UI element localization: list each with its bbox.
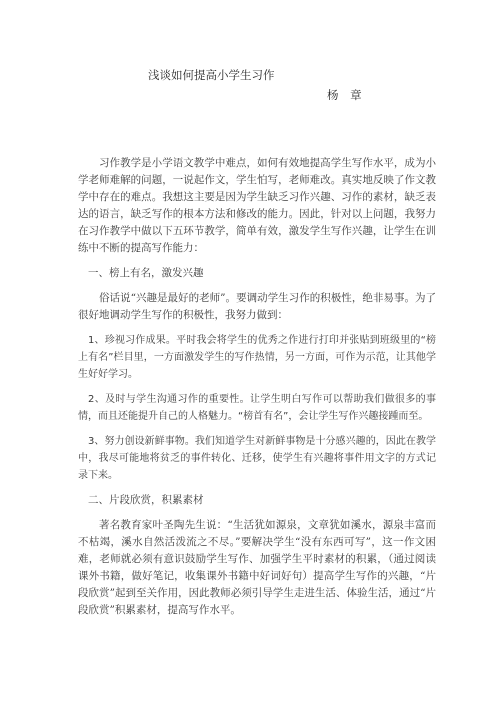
paragraph-intro: 习作教学是小学语文教学中难点，如何有效地提高学生写作水平，成为小学老师难解的问题，一说起作文，学生怕写，老师难改。真实地反映了作文教学中存在的难点。我想这主要是因为学生缺乏习作兴趣、习作的素材，缺乏表达的语言，缺乏写作的根本方法和修改的能力。因此，针对以上问题，我努力在习作教学中做以下五环节教学，简单有效，激发学生写作兴趣，让学生在训练中不断的提高写作能力： [78,157,436,254]
document-title: 浅谈如何提高小学生习作 [148,68,275,82]
paragraph-section1-intro: 俗话说“兴趣是最好的老师”。要调动学生习作的积极性，绝非易事。为了很好地调动学生写作的积极性，我努力做到： [78,292,436,321]
list-item-1: 1、珍视习作成果。平时我会将学生的优秀之作进行打印并张贴到班级里的“榜上有名”栏目里，一方面激发学生的写作热情，另一方面，可作为示范，让其他学生好好学习。 [78,335,436,380]
paragraph-section2-body: 著名教育家叶圣陶先生说：“生活犹如源泉，文章犹如溪水，源泉丰富而不枯竭，溪水自然活泼流之不尽。”要解决学生“没有东西可写”，这一作文困难，老师就必须有意识鼓励学生写作、加强学生平时素材的积累，（通过阅读课外书籍，做好笔记，收集课外书籍中好词好句）提高学生写作的兴趣，“片段欣赏”起到至关作用，因此教师必须引导学生走进生活、体验生活，通过“片段欣赏”积累素材，提高写作水平。 [78,519,436,616]
section-heading-2: 二、片段欣赏，积累素材 [88,494,204,506]
document-body [78,155,436,627]
list-item-2: 2、及时与学生沟通习作的重要性。让学生明白写作可以帮助我们做很多的事情，而且还能提升自己的人格魅力。“榜首有名”，会让学生写作兴趣接踵而至。 [78,394,436,422]
list-item-3: 3、努力创设新鲜事物。我们知道学生对新鲜事物是十分感兴趣的，因此在教学中，我尽可能地将贫乏的事件转化、迁移，使学生有兴趣将事件用文字的方式记录下来。 [78,436,436,481]
author-name: 杨 章 [327,88,366,102]
section-heading-1: 一、榜上有名，激发兴趣 [88,267,204,279]
